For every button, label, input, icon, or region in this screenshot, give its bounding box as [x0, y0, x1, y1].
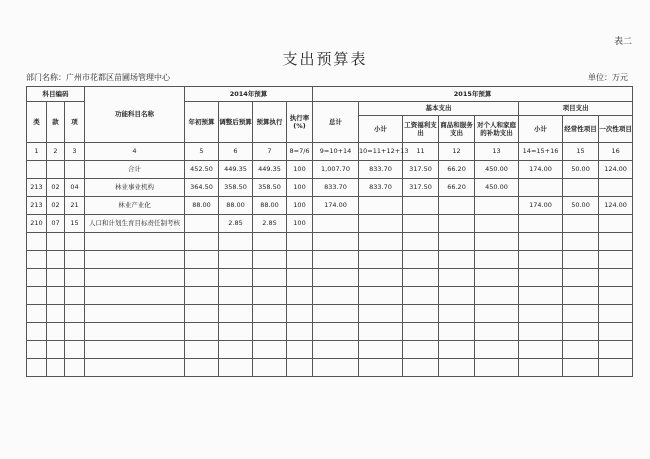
index-cell: 13 — [475, 143, 519, 161]
table-cell — [563, 215, 599, 233]
table-cell: 100 — [287, 179, 313, 197]
table-cell — [185, 341, 219, 359]
table-cell — [403, 341, 439, 359]
table-cell — [359, 287, 403, 305]
table-cell — [563, 233, 599, 251]
table-cell — [65, 251, 85, 269]
budget-2015-header: 2015年预算 — [313, 87, 633, 102]
table-cell: 358.50 — [219, 179, 253, 197]
table-cell: 07 — [47, 215, 65, 233]
project-expenditure-header: 项目支出 — [519, 102, 633, 116]
table-cell — [475, 359, 519, 377]
empty-row — [27, 287, 633, 305]
table-cell — [439, 305, 475, 323]
table-cell: 88.00 — [185, 197, 219, 215]
item-header: 项 — [65, 102, 85, 143]
empty-row — [27, 359, 633, 377]
table-row — [27, 215, 633, 233]
table-cell — [27, 251, 47, 269]
table-cell — [287, 323, 313, 341]
table-cell — [47, 323, 65, 341]
table-cell — [313, 215, 359, 233]
table-cell — [359, 341, 403, 359]
function-name-cell: 人口和计划生育目标责任制考核 — [85, 215, 185, 233]
table-cell — [253, 305, 287, 323]
table-cell — [403, 323, 439, 341]
table-cell — [563, 287, 599, 305]
table-cell: 88.00 — [253, 197, 287, 215]
table-cell: 66.20 — [439, 161, 475, 179]
total-header: 总计 — [313, 102, 359, 143]
table-cell: 364.50 — [185, 179, 219, 197]
table-cell — [403, 233, 439, 251]
table-cell: 124.00 — [599, 161, 633, 179]
index-cell: 9=10+14 — [313, 143, 359, 161]
unit-label: 单位：万元 — [588, 73, 628, 82]
table-cell — [599, 305, 633, 323]
table-cell — [27, 359, 47, 377]
table-cell — [219, 233, 253, 251]
empty-row — [27, 251, 633, 269]
table-cell — [599, 179, 633, 197]
table-cell — [287, 359, 313, 377]
table-cell — [563, 269, 599, 287]
recurring-project-header: 经常性项目 — [563, 116, 599, 143]
table-cell — [439, 215, 475, 233]
table-cell: 450.00 — [475, 179, 519, 197]
table-cell — [219, 251, 253, 269]
function-name-cell: 林业事业机构 — [85, 179, 185, 197]
table-cell — [85, 305, 185, 323]
table-cell — [403, 251, 439, 269]
table-cell — [65, 233, 85, 251]
table-cell — [563, 341, 599, 359]
table-cell — [27, 233, 47, 251]
budget-execution-header: 预算执行 — [253, 102, 287, 143]
index-cell: 16 — [599, 143, 633, 161]
table-cell: 317.50 — [403, 161, 439, 179]
table-cell — [219, 359, 253, 377]
table-cell — [599, 323, 633, 341]
table-cell — [47, 269, 65, 287]
table-cell — [599, 251, 633, 269]
table-cell: 833.70 — [359, 161, 403, 179]
table-cell — [27, 323, 47, 341]
table-cell — [563, 179, 599, 197]
index-cell: 8=7/6 — [287, 143, 313, 161]
index-cell: 6 — [219, 143, 253, 161]
table-cell: 833.70 — [359, 179, 403, 197]
adjusted-budget-header: 调整后预算 — [219, 102, 253, 143]
table-cell — [185, 287, 219, 305]
goods-services-header: 商品和服务支出 — [439, 116, 475, 143]
table-cell — [439, 323, 475, 341]
table-cell — [313, 269, 359, 287]
table-cell — [65, 269, 85, 287]
table-cell — [313, 233, 359, 251]
empty-row — [27, 233, 633, 251]
empty-row — [27, 323, 633, 341]
table-cell — [599, 233, 633, 251]
table-cell — [219, 269, 253, 287]
empty-row — [27, 269, 633, 287]
table-cell — [519, 287, 563, 305]
department-name: 部门名称：广州市花都区苗圃场管理中心 — [26, 73, 170, 82]
table-cell — [85, 359, 185, 377]
table-cell — [185, 305, 219, 323]
table-cell: 66.20 — [439, 179, 475, 197]
table-cell — [475, 323, 519, 341]
table-cell: 15 — [65, 215, 85, 233]
table-cell — [185, 251, 219, 269]
table-cell — [185, 269, 219, 287]
table-cell — [65, 287, 85, 305]
index-cell: 15 — [563, 143, 599, 161]
basic-subtotal-header: 小计 — [359, 116, 403, 143]
table-cell — [27, 269, 47, 287]
index-cell: 5 — [185, 143, 219, 161]
page-title: 支出预算表 — [282, 50, 368, 68]
table-cell: 358.50 — [253, 179, 287, 197]
table-cell: 50.00 — [563, 197, 599, 215]
table-cell: 02 — [47, 179, 65, 197]
table-number-label: 表二 — [613, 37, 632, 47]
table-cell: 452.50 — [185, 161, 219, 179]
index-cell: 14=15+16 — [519, 143, 563, 161]
index-cell: 4 — [85, 143, 185, 161]
table-cell — [403, 305, 439, 323]
budget-2014-header: 2014年预算 — [185, 87, 313, 102]
table-cell: 1,007.70 — [313, 161, 359, 179]
index-cell: 12 — [439, 143, 475, 161]
table-cell — [253, 251, 287, 269]
table-cell — [313, 287, 359, 305]
table-cell: 21 — [65, 197, 85, 215]
column-index-row — [27, 143, 633, 161]
table-cell — [65, 305, 85, 323]
subject-code-header: 科目编码 — [27, 87, 85, 102]
table-cell: 100 — [287, 215, 313, 233]
table-cell — [47, 341, 65, 359]
table-cell — [359, 269, 403, 287]
table-cell: 124.00 — [599, 197, 633, 215]
table-cell — [439, 251, 475, 269]
table-cell — [475, 215, 519, 233]
table-cell — [65, 323, 85, 341]
table-cell — [359, 197, 403, 215]
table-cell — [403, 215, 439, 233]
table-cell — [287, 233, 313, 251]
table-cell: 210 — [27, 215, 47, 233]
table-cell — [219, 305, 253, 323]
index-cell: 3 — [65, 143, 85, 161]
table-cell — [313, 341, 359, 359]
section-header: 款 — [47, 102, 65, 143]
table-cell: 174.00 — [313, 197, 359, 215]
table-cell — [47, 251, 65, 269]
table-cell — [219, 341, 253, 359]
salary-welfare-header: 工资福利支出 — [403, 116, 439, 143]
table-cell — [563, 305, 599, 323]
class-header: 类 — [27, 102, 47, 143]
index-cell: 10=11+12+13 — [359, 143, 403, 161]
table-cell: 2.85 — [253, 215, 287, 233]
table-cell — [599, 359, 633, 377]
table-cell — [475, 269, 519, 287]
table-cell — [65, 161, 85, 179]
table-cell: 449.35 — [219, 161, 253, 179]
table-cell — [27, 161, 47, 179]
table-cell: 317.50 — [403, 179, 439, 197]
table-cell — [65, 359, 85, 377]
table-cell — [313, 323, 359, 341]
table-cell: 833.70 — [313, 179, 359, 197]
index-cell: 1 — [27, 143, 47, 161]
table-cell — [27, 287, 47, 305]
table-cell — [313, 305, 359, 323]
table-cell — [519, 359, 563, 377]
table-cell — [313, 359, 359, 377]
table-cell — [85, 287, 185, 305]
table-cell: 100 — [287, 197, 313, 215]
table-cell — [287, 341, 313, 359]
table-cell — [287, 287, 313, 305]
index-cell: 2 — [47, 143, 65, 161]
table-cell — [475, 341, 519, 359]
table-cell — [403, 359, 439, 377]
basic-expenditure-header: 基本支出 — [359, 102, 519, 116]
table-cell — [253, 323, 287, 341]
table-cell — [219, 287, 253, 305]
table-cell: 174.00 — [519, 197, 563, 215]
table-cell — [359, 359, 403, 377]
table-cell — [359, 323, 403, 341]
function-name-cell: 林业产业化 — [85, 197, 185, 215]
table-cell — [439, 269, 475, 287]
table-cell — [253, 341, 287, 359]
table-cell: 02 — [47, 197, 65, 215]
table-cell — [439, 197, 475, 215]
table-cell — [519, 341, 563, 359]
table-cell — [253, 269, 287, 287]
table-cell — [599, 341, 633, 359]
table-cell — [287, 251, 313, 269]
table-cell — [219, 323, 253, 341]
table-cell — [563, 359, 599, 377]
table-cell: 88.00 — [219, 197, 253, 215]
table-cell — [85, 269, 185, 287]
table-cell — [359, 233, 403, 251]
table-cell — [85, 233, 185, 251]
table-cell — [287, 305, 313, 323]
table-cell — [439, 359, 475, 377]
table-cell — [253, 233, 287, 251]
table-cell: 213 — [27, 197, 47, 215]
table-cell — [519, 323, 563, 341]
table-cell — [475, 197, 519, 215]
table-cell — [359, 305, 403, 323]
table-cell — [599, 287, 633, 305]
table-cell: 2.85 — [219, 215, 253, 233]
table-row — [27, 197, 633, 215]
table-cell — [185, 233, 219, 251]
table-cell — [185, 323, 219, 341]
table-cell — [47, 305, 65, 323]
initial-budget-header: 年初预算 — [185, 102, 219, 143]
table-cell — [185, 215, 219, 233]
table-cell: 450.00 — [475, 161, 519, 179]
table-cell — [519, 233, 563, 251]
index-cell: 11 — [403, 143, 439, 161]
function-name-header: 功能科目名称 — [85, 87, 185, 143]
table-cell — [599, 215, 633, 233]
table-cell — [519, 215, 563, 233]
table-cell — [439, 287, 475, 305]
table-cell: 174.00 — [519, 161, 563, 179]
table-cell — [519, 179, 563, 197]
table-cell — [85, 341, 185, 359]
table-cell — [253, 287, 287, 305]
table-cell — [475, 233, 519, 251]
table-cell: 213 — [27, 179, 47, 197]
table-cell: 04 — [65, 179, 85, 197]
table-cell — [563, 323, 599, 341]
table-cell — [403, 197, 439, 215]
project-subtotal-header: 小计 — [519, 116, 563, 143]
index-cell: 7 — [253, 143, 287, 161]
table-row — [27, 179, 633, 197]
table-cell — [359, 251, 403, 269]
table-cell — [519, 269, 563, 287]
table-cell — [599, 269, 633, 287]
table-cell — [85, 251, 185, 269]
table-cell: 100 — [287, 161, 313, 179]
table-cell — [359, 215, 403, 233]
table-cell — [27, 341, 47, 359]
personal-subsidy-header: 对个人和家庭的补助支出 — [475, 116, 519, 143]
table-cell — [519, 305, 563, 323]
table-cell — [475, 287, 519, 305]
table-cell — [65, 341, 85, 359]
table-cell — [403, 287, 439, 305]
function-name-cell: 合计 — [85, 161, 185, 179]
table-cell — [439, 233, 475, 251]
table-cell — [439, 341, 475, 359]
table-cell — [253, 359, 287, 377]
empty-row — [27, 305, 633, 323]
table-cell — [47, 161, 65, 179]
table-cell — [519, 251, 563, 269]
table-row — [27, 161, 633, 179]
execution-rate-header: 执行率(%) — [287, 102, 313, 143]
expenditure-budget-table — [26, 86, 633, 377]
table-cell — [47, 359, 65, 377]
table-cell — [185, 359, 219, 377]
table-cell — [313, 251, 359, 269]
table-cell: 449.35 — [253, 161, 287, 179]
table-cell — [27, 305, 47, 323]
table-cell — [403, 269, 439, 287]
one-time-project-header: 一次性项目 — [599, 116, 633, 143]
empty-row — [27, 341, 633, 359]
table-cell — [563, 251, 599, 269]
table-cell — [85, 323, 185, 341]
table-cell — [47, 233, 65, 251]
table-cell — [47, 287, 65, 305]
table-cell — [475, 251, 519, 269]
table-cell — [287, 269, 313, 287]
table-cell — [475, 305, 519, 323]
table-cell: 50.00 — [563, 161, 599, 179]
